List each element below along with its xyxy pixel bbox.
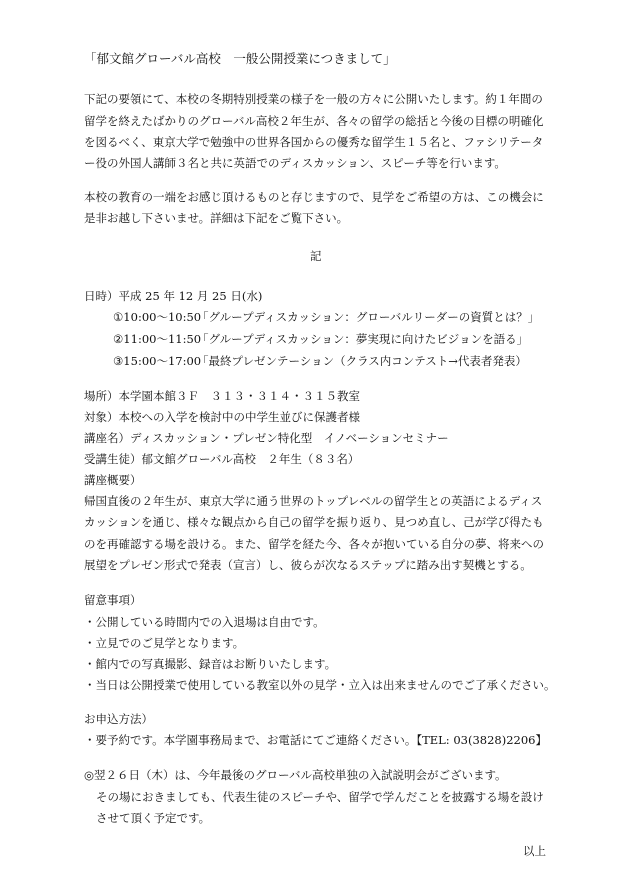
intro-line: ー役の外国人講師３名と共に英語でのディスカッション、スピーチ等を行います。 — [84, 156, 506, 170]
intro-line: 留学を終えたばかりのグローバル高校２年生が、各々の留学の総括と今後の目標の明確化 — [84, 114, 544, 128]
students-line: 受講生徒）郁文館グローバル高校 ２年生（８３名） — [84, 452, 360, 466]
schedule-time: ③15:00～17:00 — [113, 354, 202, 368]
schedule-item — [113, 356, 527, 368]
datetime-label: 日時）平成 25 年 12 月 25 日(水) — [84, 289, 263, 303]
extra-line: その場におきましても、代表生徒のスピーチや、留学で学んだことを披露する場を設け — [96, 790, 544, 804]
schedule-time: ②11:00～11:50 — [113, 332, 202, 346]
note-item: ・当日は公開授業で使用している教室以外の見学・立入は出来ませんのでご了承ください。 — [84, 678, 556, 692]
note-item: ・公開している時間内での入退場は自由です。 — [84, 615, 325, 629]
invite-line: 本校の教育の一端をお感じ頂けるものと存じますので、見学をご希望の方は、この機会に — [84, 190, 544, 204]
place-line: 場所）本学園本館３Ｆ ３１３・３１４・３１５教室 — [84, 389, 360, 403]
intro-line: 下記の要領にて、本校の冬期特別授業の様子を一般の方々に公開いたします。約１年間の — [84, 92, 543, 106]
intro-line: を図るべく、東京大学で勉強中の世界各国からの優秀な留学生１５名と、ファシリテータ — [84, 135, 544, 149]
overview-line: のを再確認する場を設ける。また、留学を経た今、各々が抱いている自分の夢、将来への — [84, 537, 544, 551]
apply-label: お申込方法） — [84, 712, 153, 726]
overview-line: 帰国直後の２年生が、東京大学に通う世界のトップレベルの留学生との英語によるディス — [84, 494, 543, 508]
schedule-desc: 「最終プレゼンテーション（クラス内コンテスト→代表者発表） — [197, 354, 527, 368]
target-line: 対象）本校への入学を検討中の中学生並びに保護者様 — [84, 410, 360, 424]
schedule-item — [113, 334, 528, 346]
overview-line: カッションを通じ、様々な観点から自己の留学を振り返り、見つめ直し、己が学び得たも — [84, 515, 544, 529]
overview-label: 講座概要） — [84, 473, 142, 487]
document-title: 「郁文館グローバル高校 一般公開授業につきまして」 — [84, 51, 396, 66]
note-item: ・立見でのご見学となります。 — [84, 636, 245, 650]
closing-mark: 以上 — [523, 844, 546, 858]
schedule-desc: 「グループディスカッション：夢実現に向けたビジョンを語る」 — [197, 332, 529, 346]
extra-line: させて頂く予定です。 — [96, 811, 211, 825]
note-item: ・館内での写真撮影、録音はお断りいたします。 — [84, 657, 337, 671]
course-name-line: 講座名）ディスカッション・プレゼン特化型 イノベーションセミナー — [84, 431, 449, 445]
extra-line: ◎翌２６日（木）は、今年最後のグローバル高校単独の入試説明会がございます。 — [84, 768, 507, 782]
schedule-item — [113, 312, 539, 324]
schedule-desc: 「グループディスカッション：グローバルリーダーの資質とは？」 — [197, 310, 540, 324]
schedule-time: ①10:00～10:50 — [113, 310, 202, 324]
overview-line: 展望をプレゼン形式で発表（宣言）し、彼らが次なるステップに踏み出す契機とする。 — [84, 558, 532, 572]
ki-heading: 記 — [310, 249, 322, 263]
apply-line: ・要予約です。本学園事務局まで、お電話にてご連絡ください。【TEL: 03(3828)2206】 — [84, 733, 547, 747]
notes-label: 留意事項） — [84, 593, 142, 607]
invite-line: 是非お越し下さいませ。詳細は下記をご覧下さい。 — [84, 211, 349, 225]
